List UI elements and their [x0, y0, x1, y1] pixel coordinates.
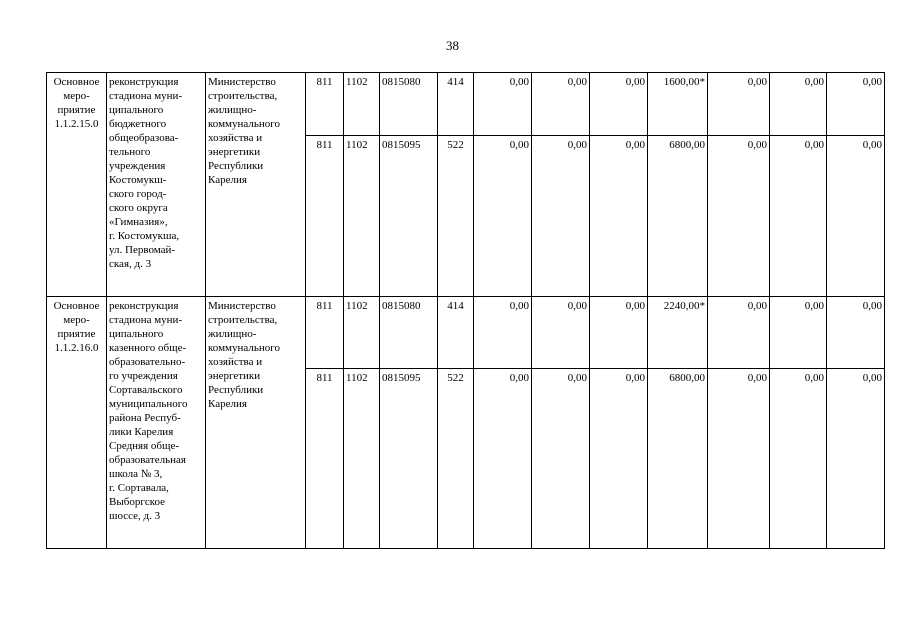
value-cell: 0,00	[590, 297, 648, 369]
grbs-cell: 811	[306, 136, 344, 297]
rzpr-cell: 1102	[344, 369, 380, 549]
measure-description: реконструкция стадиона муни- ципального бюджетного общеобразова- тельного учреждения Костомукш- ского город- ского округа «Гимназия», г. Костомукша, ул. Первомай- ская, д. 3	[107, 73, 206, 297]
value-cell: 0,00	[532, 297, 590, 369]
value-cell: 0,00	[590, 369, 648, 549]
value-cell: 0,00	[827, 297, 885, 369]
rzpr-cell: 1102	[344, 136, 380, 297]
grbs-cell: 811	[306, 297, 344, 369]
value-cell: 0,00	[532, 369, 590, 549]
rzpr-cell: 1102	[344, 297, 380, 369]
value-cell: 0,00	[474, 136, 532, 297]
measure-title: Основное меро- приятие 1.1.2.15.0	[47, 73, 107, 297]
value-cell: 0,00	[474, 369, 532, 549]
value-cell: 0,00	[770, 136, 827, 297]
csr-cell: 0815095	[380, 136, 438, 297]
value-cell: 1600,00*	[648, 73, 708, 136]
value-cell: 0,00	[827, 136, 885, 297]
measure-description: реконструкция стадиона муни- ципального казенного обще- образовательно- го учреждения Сортавальского муниципального района Респуб- лики Карелия Средняя обще- образовательная школа № 3, г. Сортавала, Выборгское шоссе, д. 3	[107, 297, 206, 549]
table-row	[47, 297, 885, 369]
value-cell: 6800,00	[648, 136, 708, 297]
value-cell: 0,00	[827, 73, 885, 136]
measure-title: Основное меро- приятие 1.1.2.16.0	[47, 297, 107, 549]
budget-table	[46, 72, 885, 549]
grbs-cell: 811	[306, 369, 344, 549]
value-cell: 0,00	[708, 297, 770, 369]
measure-executor: Министерство строительства, жилищно- коммунального хозяйства и энергетики Республики Карелия	[206, 73, 306, 297]
csr-cell: 0815095	[380, 369, 438, 549]
value-cell: 0,00	[708, 136, 770, 297]
value-cell: 0,00	[590, 136, 648, 297]
value-cell: 0,00	[474, 297, 532, 369]
csr-cell: 0815080	[380, 73, 438, 136]
measure-executor: Министерство строительства, жилищно- коммунального хозяйства и энергетики Республики Карелия	[206, 297, 306, 549]
value-cell: 0,00	[770, 369, 827, 549]
grbs-cell: 811	[306, 73, 344, 136]
value-cell: 2240,00*	[648, 297, 708, 369]
value-cell: 0,00	[770, 73, 827, 136]
vr-cell: 522	[438, 136, 474, 297]
value-cell: 0,00	[827, 369, 885, 549]
vr-cell: 522	[438, 369, 474, 549]
value-cell: 0,00	[708, 73, 770, 136]
vr-cell: 414	[438, 297, 474, 369]
value-cell: 0,00	[532, 136, 590, 297]
value-cell: 6800,00	[648, 369, 708, 549]
table-row	[47, 73, 885, 136]
value-cell: 0,00	[474, 73, 532, 136]
value-cell: 0,00	[590, 73, 648, 136]
page-number: 38	[446, 38, 459, 53]
value-cell: 0,00	[532, 73, 590, 136]
value-cell: 0,00	[708, 369, 770, 549]
csr-cell: 0815080	[380, 297, 438, 369]
vr-cell: 414	[438, 73, 474, 136]
value-cell: 0,00	[770, 297, 827, 369]
rzpr-cell: 1102	[344, 73, 380, 136]
